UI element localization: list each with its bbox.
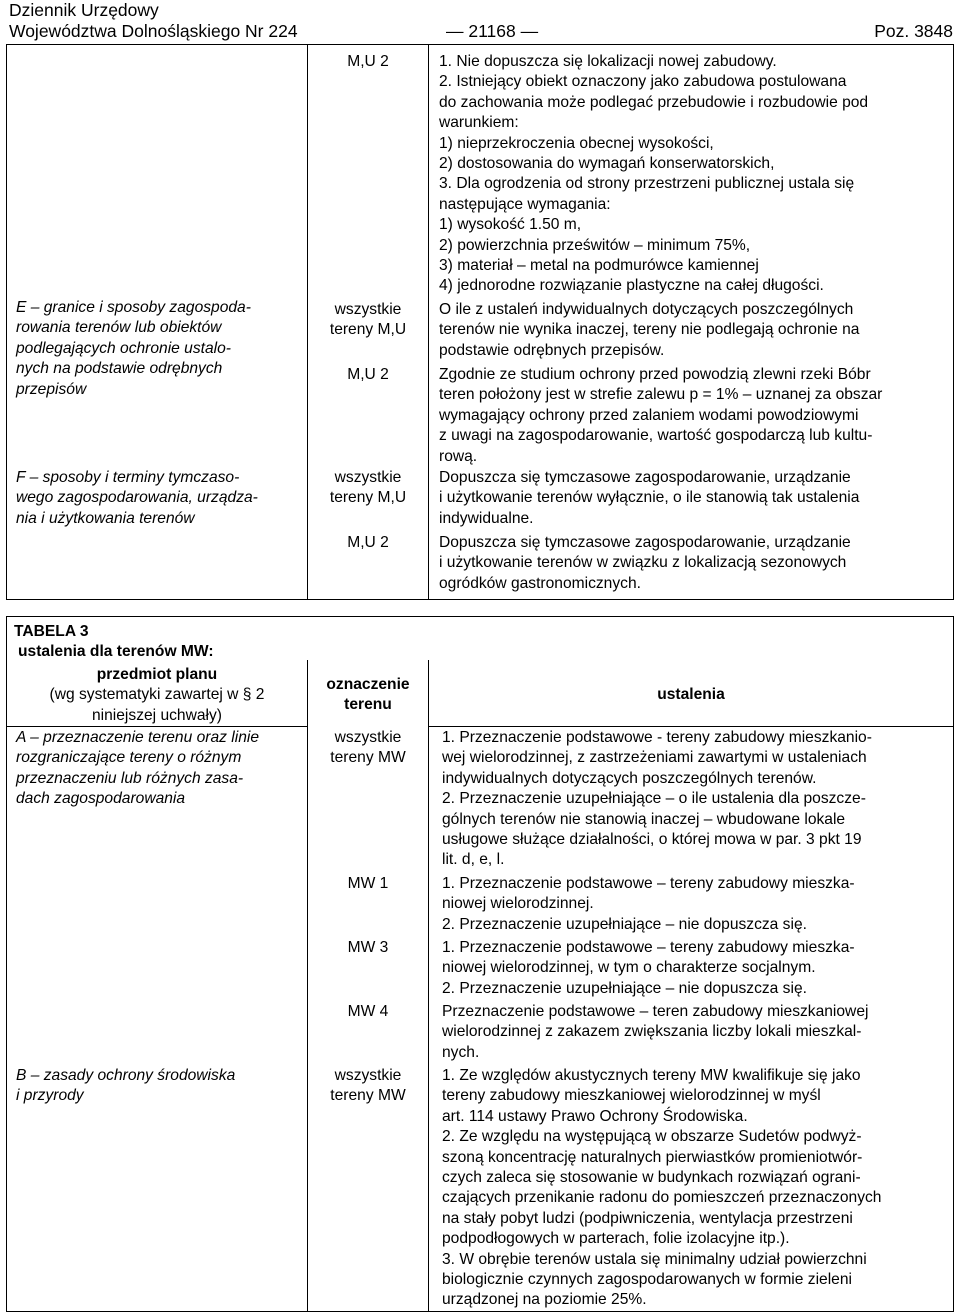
table3-provision-4: Przeznaczenie podstawowe – teren zabudowy mieszkaniowej wielorodzinnej z zakazem zwiększania liczby lokali mieszkal- nych.: [442, 1003, 869, 1061]
upper-provision-3: Zgodnie ze studium ochrony przed powodzią zlewni rzeki Bóbr teren położony jest w strefie zalewu p = 1% – uznanej za obszar wymagający ochrony przed zalaniem wodami powodziowymi z uwagi na zagospodarowanie, wartość gospodarczą lub kultu- rową.: [439, 366, 883, 465]
upper-table-bottom-rule: [6, 599, 954, 600]
table3-top-rule: [6, 616, 954, 617]
page-header: [9, 0, 953, 42]
table3-title: TABELA 3: [14, 623, 89, 640]
table3-provision-3: 1. Przeznaczenie podstawowe – tereny zabudowy mieszka- niowej wielorodzinnej, w tym o charakterze socjalnym. 2. Przeznaczenie uzupełniające – nie dopuszcza się.: [442, 939, 855, 997]
table3-col-rule-2: [428, 660, 429, 1311]
table3-provision-2: 1. Przeznaczenie podstawowe – tereny zabudowy mieszka- niowej wielorodzinnej. 2. Przeznaczenie uzupełniające – nie dopuszcza się.: [442, 875, 855, 933]
area-code: MW 1: [347, 875, 389, 892]
upper-provision-4: Dopuszcza się tymczasowe zagospodarowanie, urządzanie i użytkowanie terenów wyłącznie, o ile stanowią tak ustalenia indywidualne.: [439, 469, 860, 527]
upper-provision-1: 1. Nie dopuszcza się lokalizacji nowej zabudowy. 2. Istniejący obiekt oznaczony jako zabudowa postulowana do zachowania może podlegać przebudowie i rozbudowie pod warunkiem: 1) nieprzekroczenia obecnej wysokości, 2) dostosowania do wymagań konserwatorskich, 3. Dla ogrodzenia od strony przestrzeni publicznej ustala się następujące wymagania: 1) wysokość 1.50 m, 2) powierzchnia prześwitów – minimum 75%, 3) materiał – metal na podmurówce kamiennej 4) jednorodne rozwiązanie plastyczne na całej długości.: [439, 53, 869, 295]
area-code: wszystkie tereny MW: [330, 1067, 406, 1105]
column-header-provisions: ustalenia: [657, 686, 725, 703]
upper-col-rule-3: [953, 44, 954, 599]
table3-provision-1: 1. Przeznaczenie podstawowe - tereny zabudowy mieszkanio- wej wielorodzinnej, z zastrzeżeniami zawartymi w ustaleniach indywidualnych dotyczących poszczególnych terenów. 2. Przeznaczenie uzupełniające – o ile ustalenia dla poszcze- gólnych terenów nie stanowią inaczej – wbudowane lokale usługowe służące działalności, o której mowa w par. 3 pkt 19 lit. d, e, l.: [442, 729, 872, 869]
area-code: MW 3: [347, 939, 389, 956]
section-b-label: B – zasady ochrony środowiska i przyrody: [16, 1067, 236, 1105]
header-line-2: [9, 21, 953, 42]
area-code: M,U 2: [347, 534, 389, 551]
journal-title: Dziennik Urzędowy: [9, 0, 159, 20]
area-code: wszystkie tereny MW: [330, 729, 406, 767]
journal-issue: Województwa Dolnośląskiego Nr 224: [9, 21, 298, 41]
area-code: MW 4: [347, 1003, 389, 1020]
upper-col-rule-2: [428, 44, 429, 599]
table3-bottom-rule: [6, 1311, 954, 1312]
column-header-subject: przedmiot planu (wg systematyki zawartej w § 2 niniejszej uchwały): [49, 666, 265, 724]
area-code: M,U 2: [347, 53, 389, 70]
column-header-code: oznaczenie terenu: [326, 676, 410, 714]
upper-col-rule-0: [6, 44, 7, 599]
table3-provision-5: 1. Ze względów akustycznych tereny MW kwalifikuje się jako tereny zabudowy mieszkaniowej wielorodzinnej w myśl art. 114 ustawy Prawo Ochrony Środowiska. 2. Ze względu na występującą w obszarze Sudetów podwyż- szoną koncentrację naturalnych pierwiastków promieniotwór- czych zaleca się stosowanie w budynkach rozwiązań ograni- czających przenikanie radonu do pomieszczeń przeznaczonych na stały pobyt ludzi (podpiwniczenia, wentylacja przestrzeni podpodłogowych w parterach, folie izolacyjne itp.). 3. W obrębie terenów ustala się minimalny udział powierzchni biologicznie czynnych zagospodarowanych w formie zieleni urządzonej na poziomie 25%.: [442, 1067, 882, 1309]
table3-subtitle: ustalenia dla terenów MW:: [18, 643, 214, 660]
area-code: wszystkie tereny M,U: [329, 469, 407, 507]
page-number: — 21168 —: [446, 21, 539, 41]
position-number: Poz. 3848: [874, 21, 953, 41]
upper-provision-2: O ile z ustaleń indywidualnych dotyczących poszczególnych terenów nie wynika inaczej, tereny nie podlegają ochronie na podstawie odrębnych przepisów.: [439, 301, 860, 359]
area-code: wszystkie tereny M,U: [329, 301, 407, 339]
section-f-label: F – sposoby i terminy tymczaso- wego zagospodarowania, urządza- nia i użytkowania terenów: [16, 469, 258, 527]
table3-header-rule-right: [428, 726, 954, 727]
area-code: M,U 2: [347, 366, 389, 383]
table3-col-rule-3: [953, 616, 954, 1311]
upper-table-top-rule: [6, 44, 954, 45]
section-a-label: A – przeznaczenie terenu oraz linie rozgraniczające tereny o różnym przeznaczeniu lub różnych zasa- dach zagospodarowania: [16, 729, 259, 808]
upper-provision-5: Dopuszcza się tymczasowe zagospodarowanie, urządzanie i użytkowanie terenów w związku z lokalizacją sezonowych ogródków gastronomicznych.: [439, 534, 851, 592]
section-e-label: E – granice i sposoby zagospoda- rowania terenów lub obiektów podlegających ochronie ustalo- nych na podstawie odrębnych przepisów: [16, 299, 251, 398]
